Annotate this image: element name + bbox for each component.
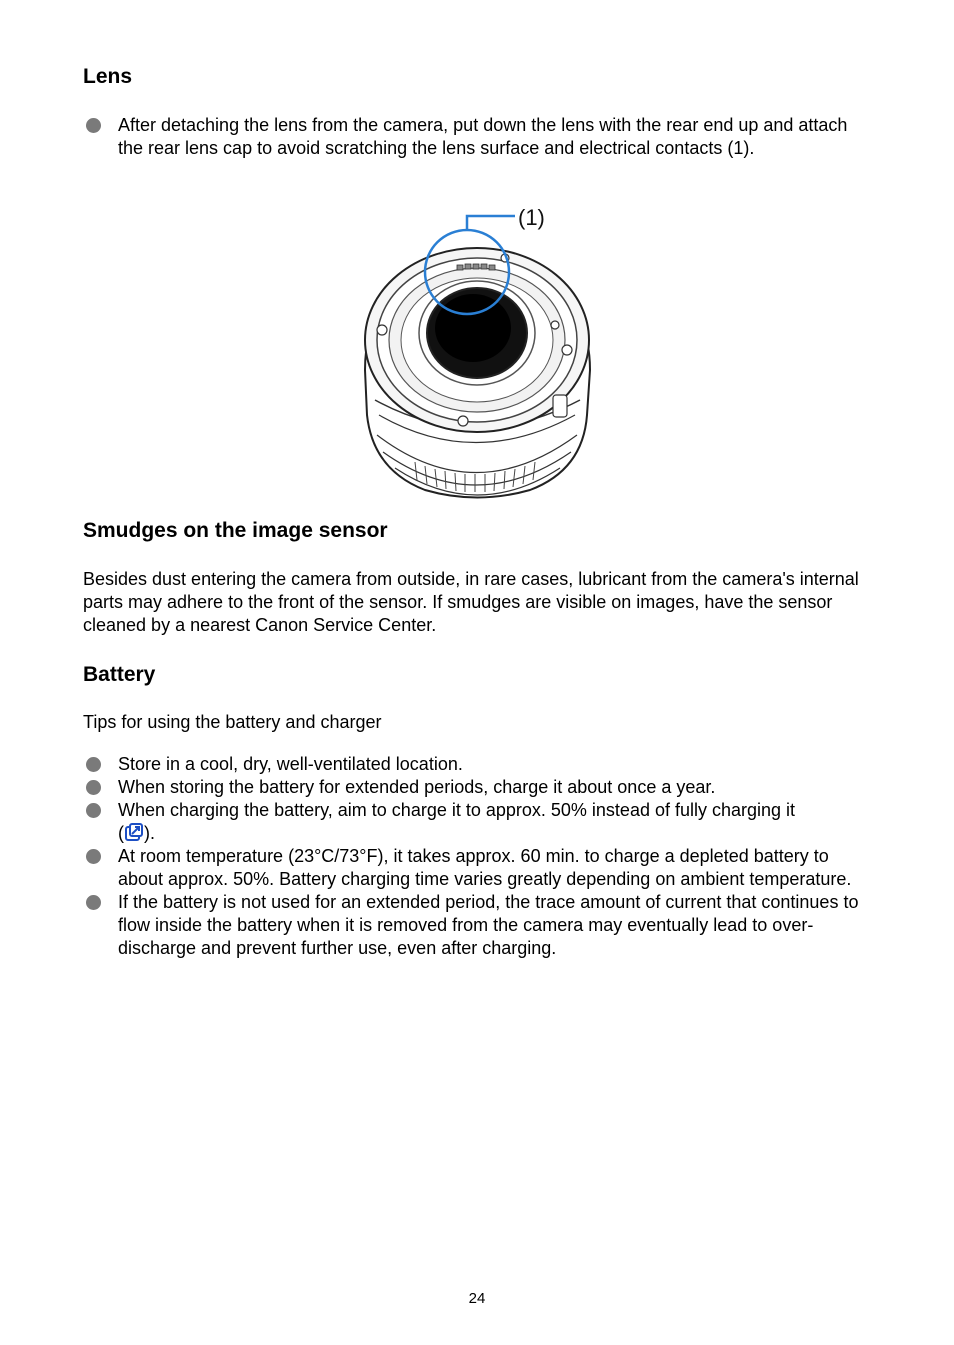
lens-bullet-list [83,114,873,160]
smudges-heading: Smudges on the image sensor [83,519,388,542]
bullet-icon [86,780,101,795]
figure-callout-label: (1) [518,205,545,230]
lens-heading: Lens [83,65,133,88]
link-open-paren: ( [118,823,124,843]
battery-bullet-text: If the battery is not used for an extended period, the trace amount of current that continues to flow inside the battery when it is removed from the camera may eventually lead to over-discharge and prevent further use, even after charging. [118,892,859,958]
battery-intro: Tips for using the battery and charger [83,712,382,732]
bullet-icon [86,895,101,910]
battery-bullet-text: Store in a cool, dry, well-ventilated location. [118,754,463,774]
battery-bullet-list [83,753,873,960]
lens-bullet-text: After detaching the lens from the camera, put down the lens with the rear end up and attach the rear lens cap to avoid scratching the lens surface and electrical contacts (1). [118,115,848,158]
page-number: 24 [468,1290,486,1307]
bullet-icon [86,803,101,818]
bullet-icon [86,757,101,772]
lens-illustration-svg [355,200,600,502]
list-item [83,845,873,891]
list-item [83,799,873,845]
link-close-paren: ). [144,823,155,843]
bullet-icon [86,849,101,864]
link-icon[interactable] [124,823,144,843]
bullet-icon [86,118,101,133]
battery-heading: Battery [83,663,156,686]
list-item [83,753,873,776]
battery-bullet-text: When storing the battery for extended periods, charge it about once a year. [118,777,716,797]
list-item [83,891,873,960]
smudges-paragraph: Besides dust entering the camera from outside, in rare cases, lubricant from the camera's internal parts may adhere to the front of the sensor. If smudges are visible on images, have the sensor cleaned by a nearest Canon Service Center. [83,569,859,635]
list-item [83,776,873,799]
battery-bullet-text: When charging the battery, aim to charge it to approx. 50% instead of fully charging it [118,800,796,820]
battery-bullet-text: At room temperature (23°C/73°F), it takes approx. 60 min. to charge a depleted battery to about approx. 50%. Battery charging time varies greatly depending on ambient temperature. [118,846,852,889]
lens-rear-illustration [355,200,600,502]
list-item [83,114,873,160]
